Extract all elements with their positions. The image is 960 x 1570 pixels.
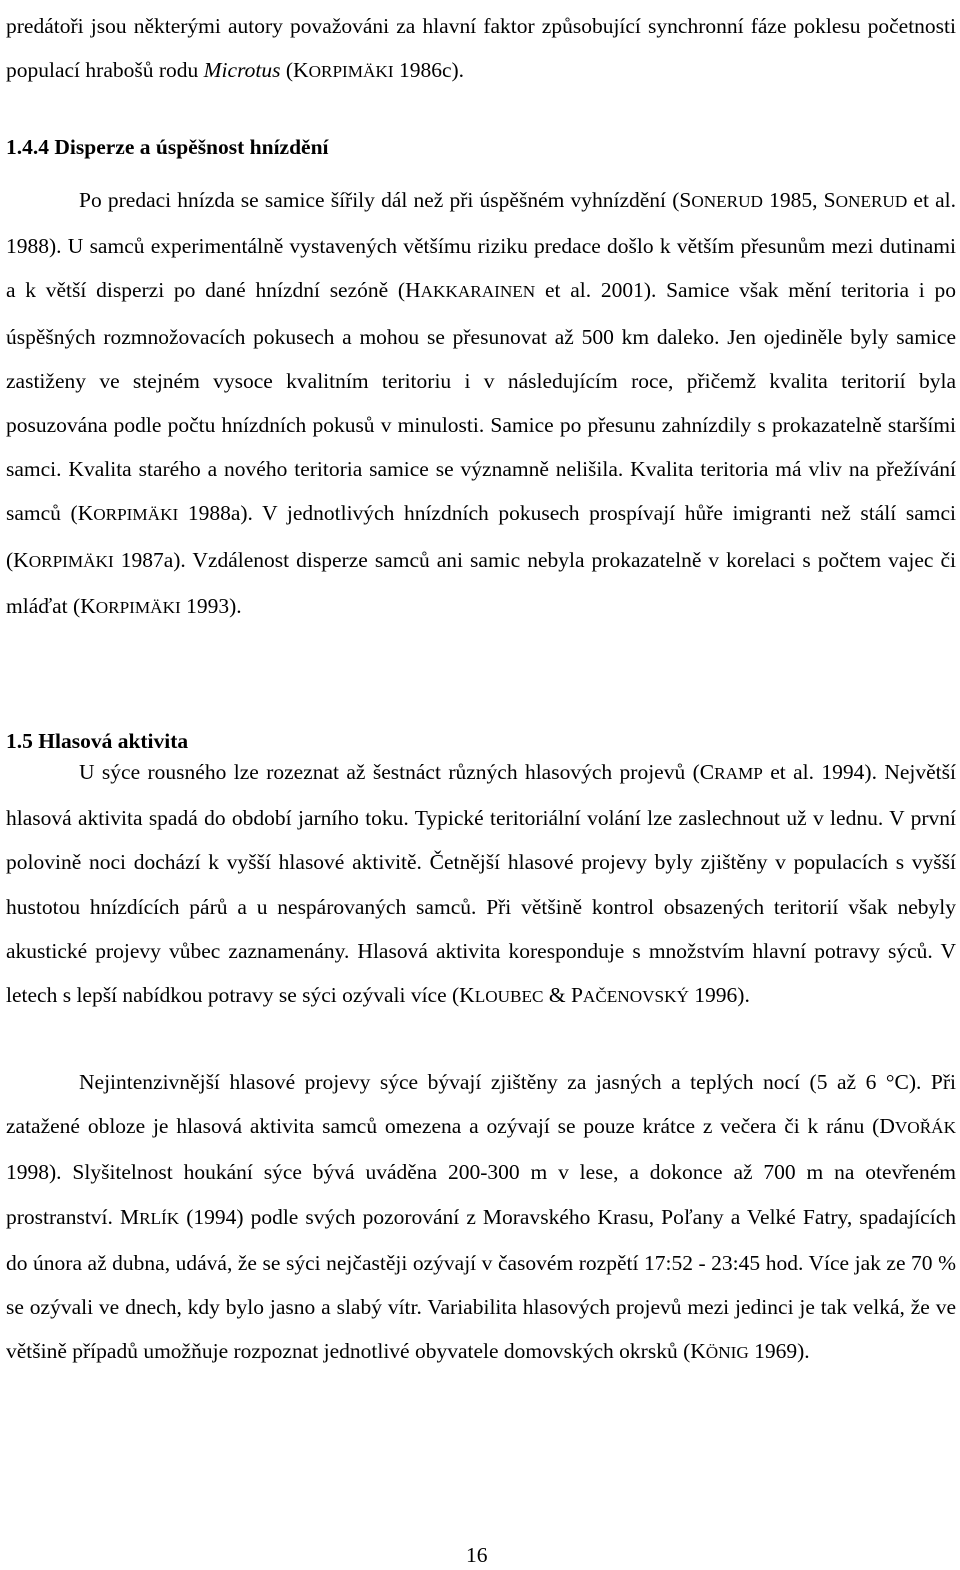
citation-author-smallcaps: AKKARAINEN (420, 282, 536, 302)
paragraph-predators (6, 4, 956, 94)
text-run: et al. 2001). Samice však mění teritoria i po úspěšných rozmnožovacích pokusech a mohou se přesunovat až 500 km daleko. Jen ojediněle byly samice zastiženy ve stejném vysoce kvalitním teritoriu i v následujícím roce, přičemž kvalita teritorií byla posuzována podle počtu hnízdních pokusů v minulosti. Samice po přesunu zahnízdily s prokazatelně staršími samci. Kvalita starého a nového teritoria samice se významně nelišila. Kvalita teritoria má vliv na přežívání samců ( (6, 278, 956, 526)
citation-author-smallcaps: ORPIMÄKI (28, 551, 114, 571)
text-run: S (679, 188, 692, 212)
genus-name: Microtus (203, 58, 281, 83)
text-run: U sýce rousného lze rozeznat až šestnáct různých hlasových projevů ( (79, 760, 700, 784)
citation-author-smallcaps: RAMP (714, 764, 763, 783)
page-number: 16 (466, 1543, 488, 1567)
text-run: 1988a). V jednotlivých hnízdních pokusech prospívají hůře imigranti než stálí samci ( (6, 501, 956, 572)
paragraph-dispersal (6, 178, 956, 630)
citation-author-smallcaps: VOŘÁK (894, 1118, 956, 1138)
citation-author-smallcaps: ÖNIG (705, 1343, 749, 1363)
text-run: D (879, 1114, 895, 1139)
text-run: S (823, 188, 836, 212)
text-run: et al. 1994). Největší hlasová aktivita spadá do období jarního toku. Typické teritoriální volání lze zaslechnout už v lednu. V první polovině noci dochází k vyšší hlasové aktivitě. Četnější hlasové projevy byly zjištěny v populacích s vyšší hustotou hnízdících párů a u nespárovaných samců. Při většině kontrol obsazených teritorií však nebyly akustické projevy vůbec zaznamenány. Hlasová aktivita koresponduje s množstvím hlavní potravy sýců. V letech s lepší nabídkou potravy se sýci ozývali více ( (6, 760, 956, 1008)
section-heading-dispersal: 1.4.4 Disperze a úspěšnost hnízdění (6, 135, 329, 159)
text-run: 1969). (748, 1339, 810, 1364)
paragraph-body (6, 1060, 956, 1375)
text-run: 1993). (180, 593, 242, 618)
paragraph-vocal-activity-2 (6, 1060, 956, 1375)
text-run: et al. 1988). U samců experimentálně vystavených většímu riziku predace došlo k větším přesunům mezi dutinami a k větší disperzi po dané hnízdní sezóně ( (6, 188, 957, 303)
section-heading-vocal-activity: 1.5 Hlasová aktivita (6, 729, 189, 753)
text-run: K (77, 501, 94, 526)
text-run: K (80, 593, 96, 618)
text-run: M (119, 1204, 140, 1229)
text-run: P (570, 983, 583, 1008)
citation-author-smallcaps: ONERUD (691, 192, 763, 211)
paragraph-text: ( (280, 58, 294, 83)
paragraph-vocal-activity-1 (6, 750, 956, 1019)
text-run: 1985, (762, 188, 824, 212)
text-run: 1998). Slyšitelnost houkání sýce bývá uváděna 200-300 m v lese, a dokonce až 700 m na otevřeném prostranství. (6, 1160, 956, 1229)
citation-author-smallcaps: ONERUD (835, 192, 908, 211)
text-run: 1996). (688, 983, 750, 1008)
citation-author-smallcaps: ORPIMÄKI (95, 597, 181, 617)
paragraph-body (6, 750, 956, 1019)
paragraph-text: 1986c). (393, 58, 465, 83)
text-run: K (690, 1339, 706, 1364)
text-run: & (543, 983, 571, 1008)
citation-author-smallcaps: AČENOVSKÝ (582, 987, 689, 1007)
text-run: K (459, 983, 475, 1008)
text-run: Po predaci hnízda se samice šířily dál než při úspěšném vyhnízdění ( (79, 188, 680, 212)
text-run: H (405, 278, 421, 303)
text-run: 1987a). Vzdálenost disperze samců ani samic nebyla prokazatelně v korelaci s počtem vajec či mláďat ( (6, 547, 956, 618)
paragraph-body (6, 178, 956, 630)
text-run: C (699, 760, 715, 784)
text-run: K (13, 547, 29, 572)
text-run: (1994) podle svých pozorování z Moravského Krasu, Poľany a Velké Fatry, spadajících do února až dubna, udává, že se sýci nejčastěji ozývají v časovém rozpětí 17:52 - 23:45 hod. Více jak ze 70 % se ozývali ve dnech, kdy bylo jasno a slabý vítr. Variabilita hlasových projevů mezi jedinci je tak velká, že ve většině případů umožňuje rozpoznat jednotlivé obyvatele domovských okrsků ( (6, 1204, 956, 1364)
text-run: Nejintenzivnější hlasové projevy sýce bývají zjištěny za jasných a teplých nocí (5 až 6 °C). Při zatažené obloze je hlasová aktivita samců omezena a ozývají se pouze krátce z večera či k ránu ( (6, 1070, 956, 1139)
paragraph-text: predátoři jsou některými autory považováni za hlavní faktor způsobující synchronní fáze poklesu početnosti populací hrabošů rodu (6, 14, 956, 83)
citation-author-smallcaps: ORPIMÄKI (93, 505, 179, 525)
citation-author: KORPIMÄKI (293, 58, 394, 83)
citation-author-smallcaps: RLÍK (139, 1208, 180, 1228)
citation-author-smallcaps: LOUBEC (474, 987, 544, 1007)
